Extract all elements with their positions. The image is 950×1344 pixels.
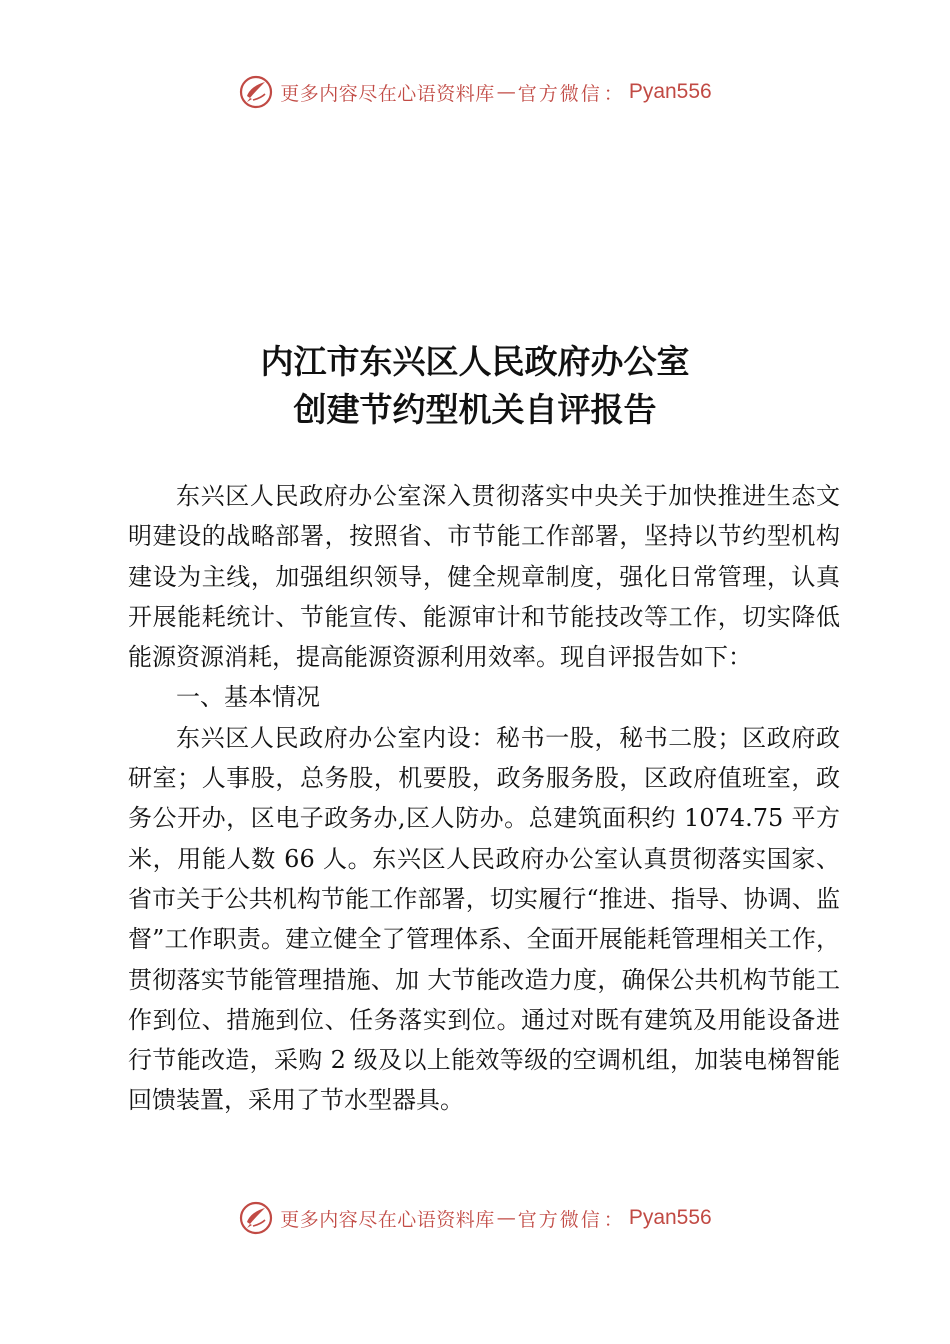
header-watermark-banner (0, 70, 950, 114)
title-line-2: 创建节约型机关自评报告 (293, 390, 657, 429)
banner-wechat-id: Pyan556 (628, 80, 712, 103)
pen-circle-logo-icon (238, 1200, 274, 1236)
banner-text: 更多内容尽在心语资料库 (280, 82, 495, 105)
pen-circle-logo-icon (238, 74, 274, 110)
banner-text: 更多内容尽在心语资料库 (280, 1208, 495, 1231)
footer-watermark-banner (0, 1196, 950, 1240)
banner-colon: ： (603, 82, 623, 105)
paragraph-basic-info: 东兴区人民政府办公室内设：秘书一股，秘书二股；区政府政研室；人事股，总务股，机要股，政务服务股，区政府值班室，政务公开办，区电子政务办,区人防办。总建筑面积约 1074.75 平方米，用能人数 66 人。东兴区人民政府办公室认真贯彻落实国家、省市关于公共机构节能工作部署，切实履行“推进、指导、协调、监督”工作职责。建立健全了管理体系、全面开展能耗管理相关工作，贯彻落实节能管理措施、加 大节能改造力度，确保公共机构节能工作到位、措施到位、任务落实到位。通过对既有建筑及用能设备进行节能改造，采购 2 级及以上能效等级的空调机组，加装电梯智能回馈装置，采用了节水型器具。 (128, 723, 840, 1115)
title-line-1: 内江市东兴区人民政府办公室 (260, 342, 690, 381)
banner-dash: — (496, 1207, 516, 1229)
banner-colon: ： (603, 1208, 623, 1231)
banner-dash: — (496, 81, 516, 103)
banner-wechat-label: 官方微信 (517, 82, 602, 105)
document-title (0, 338, 950, 434)
document-body (128, 476, 840, 1121)
section-heading-basic-info: 一、基本情况 (176, 683, 320, 712)
banner-wechat-label: 官方微信 (517, 1208, 602, 1231)
banner-wechat-id: Pyan556 (628, 1206, 712, 1229)
paragraph-intro: 东兴区人民政府办公室深入贯彻落实中央关于加快推进生态文明建设的战略部署，按照省、市节能工作部署，坚持以节约型机构建设为主线，加强组织领导，健全规章制度，强化日常管理，认真开展能耗统计、节能宣传、能源审计和节能技改等工作，切实降低能源资源消耗，提高能源资源利用效率。现自评报告如下： (128, 482, 840, 672)
